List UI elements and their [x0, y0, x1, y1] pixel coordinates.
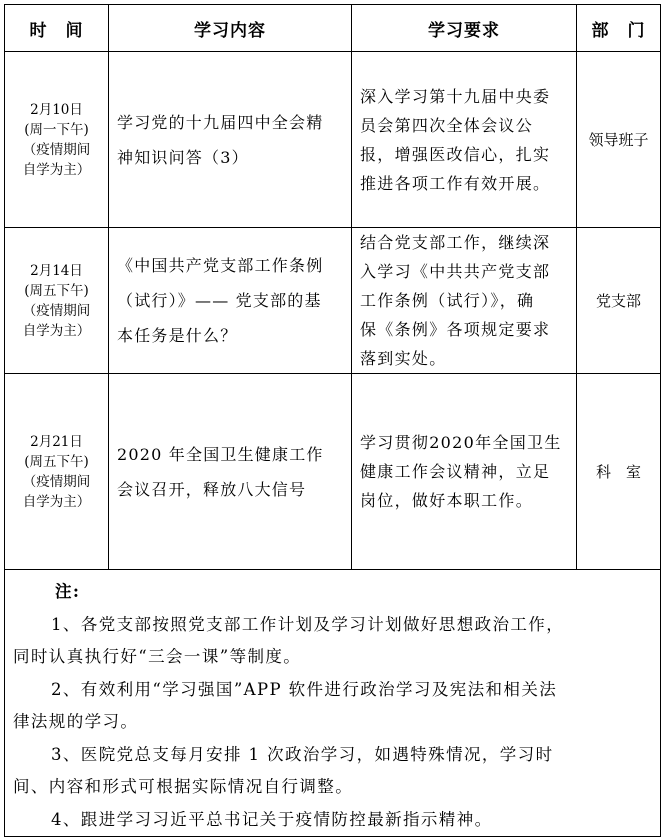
time-line: (周五下午)	[24, 282, 89, 299]
req-line: 入学习《中共共产党支部	[360, 262, 551, 281]
content-line: （试行）》—— 党支部的基	[117, 291, 322, 310]
time-line: （疫情期间	[22, 473, 91, 490]
table-row	[5, 52, 661, 228]
content-line: 神知识问答（3）	[117, 147, 249, 167]
content-line: 《中国共产党支部工作条例	[117, 256, 324, 275]
req-line: 推进各项工作有效开展。	[360, 173, 551, 193]
note-line: 3、医院党总支每月安排 1 次政治学习，如遇特殊情况，学习时	[51, 744, 554, 764]
header-dept: 部 门	[577, 5, 661, 52]
requirement-cell	[352, 52, 577, 228]
note-item	[13, 609, 656, 674]
time-line: 自学为主）	[22, 322, 91, 339]
notes-title: 注:	[55, 582, 81, 601]
time-line: 2月10日	[30, 101, 83, 118]
req-line: 员会第四次全体会议公	[360, 115, 534, 135]
content-cell	[109, 52, 352, 228]
note-line: 律法规的学习。	[13, 712, 139, 731]
req-line: 工作条例（试行）》，确	[360, 291, 535, 310]
note-line: 间、内容和形式可根据实际情况自行调整。	[13, 777, 354, 796]
req-line: 岗位，做好本职工作。	[360, 491, 534, 510]
header-time: 时 间	[5, 5, 109, 52]
req-line: 报，增强医改信心，扎实	[360, 144, 551, 164]
notes-row	[5, 570, 661, 837]
note-item	[13, 739, 656, 804]
table-row	[5, 228, 661, 374]
time-line: 自学为主）	[22, 493, 91, 510]
time-line: (周一下午)	[24, 121, 89, 138]
content-line: 会议召开，释放八大信号	[117, 479, 307, 499]
header-content: 学习内容	[109, 5, 352, 52]
content-cell	[109, 374, 352, 570]
req-line: 学习贯彻2020年全国卫生	[360, 433, 562, 452]
table-row	[5, 374, 661, 570]
study-plan-table	[4, 4, 661, 837]
req-line: 深入学习第十九届中央委	[360, 86, 551, 106]
req-line: 结合党支部工作，继续深	[360, 233, 551, 252]
time-cell	[5, 52, 109, 228]
dept-cell: 领导班子	[577, 52, 661, 228]
note-line: 同时认真执行好“三会一课”等制度。	[13, 647, 302, 666]
time-line: （疫情期间	[22, 141, 91, 158]
req-line: 保《条例》各项规定要求	[360, 320, 551, 339]
notes-cell	[5, 570, 661, 837]
content-line: 学习党的十九届四中全会精	[117, 112, 324, 132]
header-requirement: 学习要求	[352, 5, 577, 52]
time-line: （疫情期间	[22, 302, 91, 319]
time-line: 2月21日	[30, 433, 83, 450]
note-item	[13, 674, 656, 739]
time-line: 自学为主）	[22, 161, 91, 178]
time-line: 2月14日	[30, 262, 83, 279]
time-cell	[5, 228, 109, 374]
requirement-cell	[352, 374, 577, 570]
note-line: 4、跟进学习习近平总书记关于疫情防控最新指示精神。	[51, 809, 493, 829]
content-cell	[109, 228, 352, 374]
requirement-cell	[352, 228, 577, 374]
req-line: 落到实处。	[360, 349, 447, 368]
content-line: 2020 年全国卫生健康工作	[117, 444, 324, 464]
content-line: 本任务是什么？	[117, 326, 238, 345]
note-line: 1、各党支部按照党支部工作计划及学习计划做好思想政治工作，	[51, 614, 565, 634]
note-line: 2、有效利用“学习强国”APP 软件进行政治学习及宪法和相关法	[51, 679, 558, 699]
header-row	[5, 5, 661, 52]
req-line: 健康工作会议精神，立足	[360, 462, 551, 481]
dept-cell: 党支部	[577, 228, 661, 374]
dept-cell: 科 室	[577, 374, 661, 570]
time-line: (周五下午)	[24, 453, 89, 470]
time-cell	[5, 374, 109, 570]
note-item	[13, 804, 656, 837]
